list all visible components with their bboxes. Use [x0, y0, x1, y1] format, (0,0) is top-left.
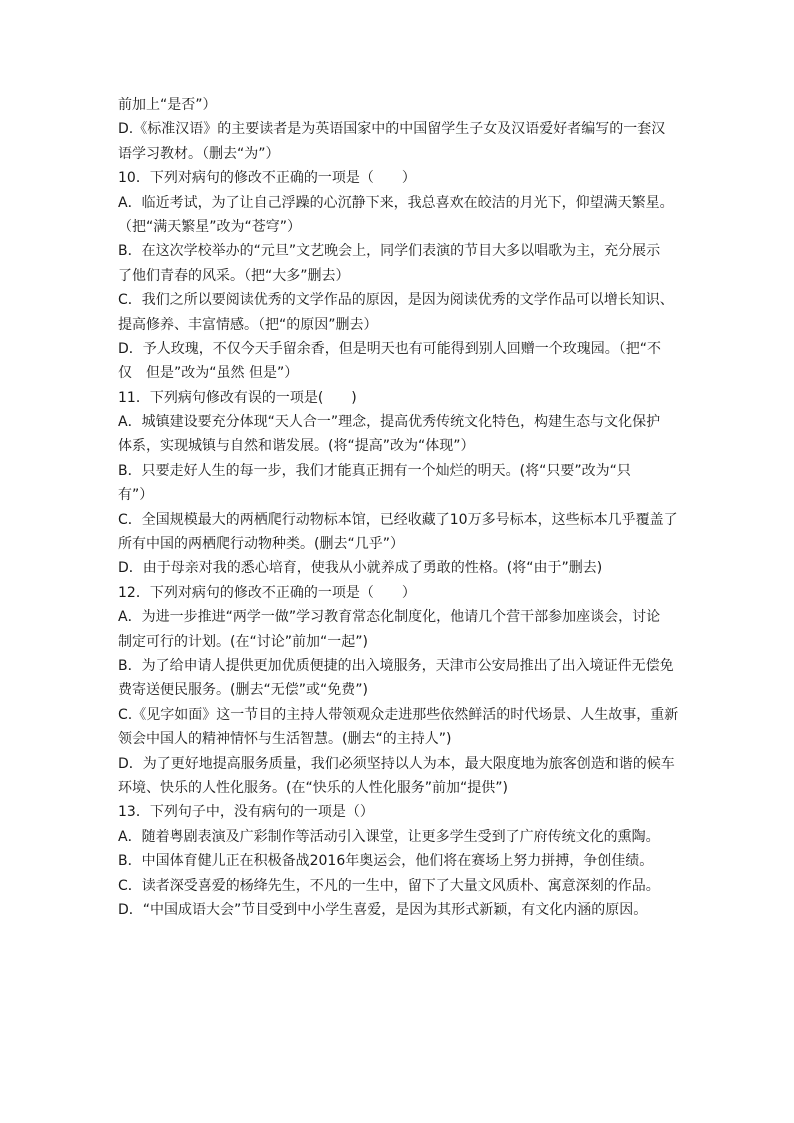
text-line: 仅 但是”改为“虽然 但是”）: [118, 365, 299, 382]
option-c: C.《见字如面》这一节目的主持人带领观众走进那些依然鲜活的时代场景、人生故事，重新: [118, 706, 679, 723]
text-line: 语学习教材。（删去“为”）: [118, 145, 280, 162]
option-d: D．由于母亲对我的悉心培育，使我从小就养成了勇敢的性格。(将“由于”删去): [118, 560, 603, 577]
text-line: 费寄送便民服务。(删去“无偿”或“免费”): [118, 682, 368, 699]
text-line: （把“满天繁星”改为“苍穹”）: [118, 218, 302, 235]
text-line: 制定可行的计划。(在“讨论”前加“一起”): [118, 633, 368, 650]
text-line: 了他们青春的风采。（把“大多”删去）: [118, 267, 350, 284]
document-page: [118, 93, 678, 922]
text-line: 前加上“是否”）: [118, 97, 217, 113]
option-a: A．城镇建设要充分体现“天人合一”理念，提高优秀传统文化特色，构建生态与文化保护: [118, 414, 661, 431]
option-b: B．中国体育健儿正在积极备战2016年奥运会，他们将在赛场上努力拼搏，争创佳绩。: [118, 853, 654, 870]
option-c: C．读者深受喜爱的杨绛先生，不凡的一生中，留下了大量文风质朴、寓意深刻的作品。: [118, 877, 660, 894]
option-b: B．为了给申请人提供更加优质便捷的出入境服务，天津市公安局推出了出入境证件无偿免: [118, 657, 674, 674]
text-line: 提高修养、丰富情感。（把“的原因”删去）: [118, 316, 378, 333]
option-d: D．为了更好地提高服务质量，我们必须坚持以人为本，最大限度地为旅客创造和谐的候车: [118, 755, 675, 772]
text-line: 所有中国的两栖爬行动物种类。(删去“几乎”）: [118, 536, 404, 553]
question-10-stem: 10．下列对病句的修改不正确的一项是（ ）: [118, 170, 416, 187]
option-d: D．“中国成语大会”节目受到中小学生喜爱，是因为其形式新颖，有文化内涵的原因。: [118, 901, 648, 918]
option-a: A．随着粤剧表演及广彩制作等活动引入课堂，让更多学生受到了广府传统文化的熏陶。: [118, 828, 660, 845]
text-line: 体系，实现城镇与自然和谐发展。(将“提高”改为“体现”）: [118, 438, 475, 455]
text-line: 领会中国人的精神情怀与生活智慧。(删去“的主持人”): [118, 731, 452, 748]
text-line: 有”）: [118, 487, 154, 504]
question-13-stem: 13．下列句子中，没有病句的一项是（）: [118, 804, 374, 821]
option-b: B．在这次学校举办的“元旦”文艺晚会上，同学们表演的节目大多以唱歌为主，充分展示: [118, 243, 661, 260]
question-11-stem: 11．下列病句修改有误的一项是( ): [118, 389, 357, 406]
text-line: 环境、快乐的人性化服务。(在“快乐的人性化服务”前加“提供”): [118, 779, 508, 796]
option-a: A．为进一步推进“两学一做”学习教育常态化制度化，他请几个营干部参加座谈会，讨论: [118, 609, 661, 626]
text-line: D.《标准汉语》的主要读者是为英语国家中的中国留学生子女及汉语爱好者编写的一套汉: [118, 121, 666, 138]
option-c: C．全国规模最大的两栖爬行动物标本馆，已经收藏了10万多号标本，这些标本几乎覆盖了: [118, 511, 678, 528]
option-d: D．予人玫瑰，不仅今天手留余香，但是明天也有可能得到别人回赠一个玫瑰园。（把“不: [118, 340, 662, 357]
option-b: B．只要走好人生的每一步，我们才能真正拥有一个灿烂的明天。(将“只要”改为“只: [118, 462, 631, 479]
option-c: C．我们之所以要阅读优秀的文学作品的原因，是因为阅读优秀的文学作品可以增长知识、: [118, 292, 674, 309]
question-12-stem: 12．下列对病句的修改不正确的一项是（ ）: [118, 584, 416, 601]
option-a: A．临近考试，为了让自己浮躁的心沉静下来，我总喜欢在皎洁的月光下，仰望满天繁星。: [118, 194, 674, 211]
